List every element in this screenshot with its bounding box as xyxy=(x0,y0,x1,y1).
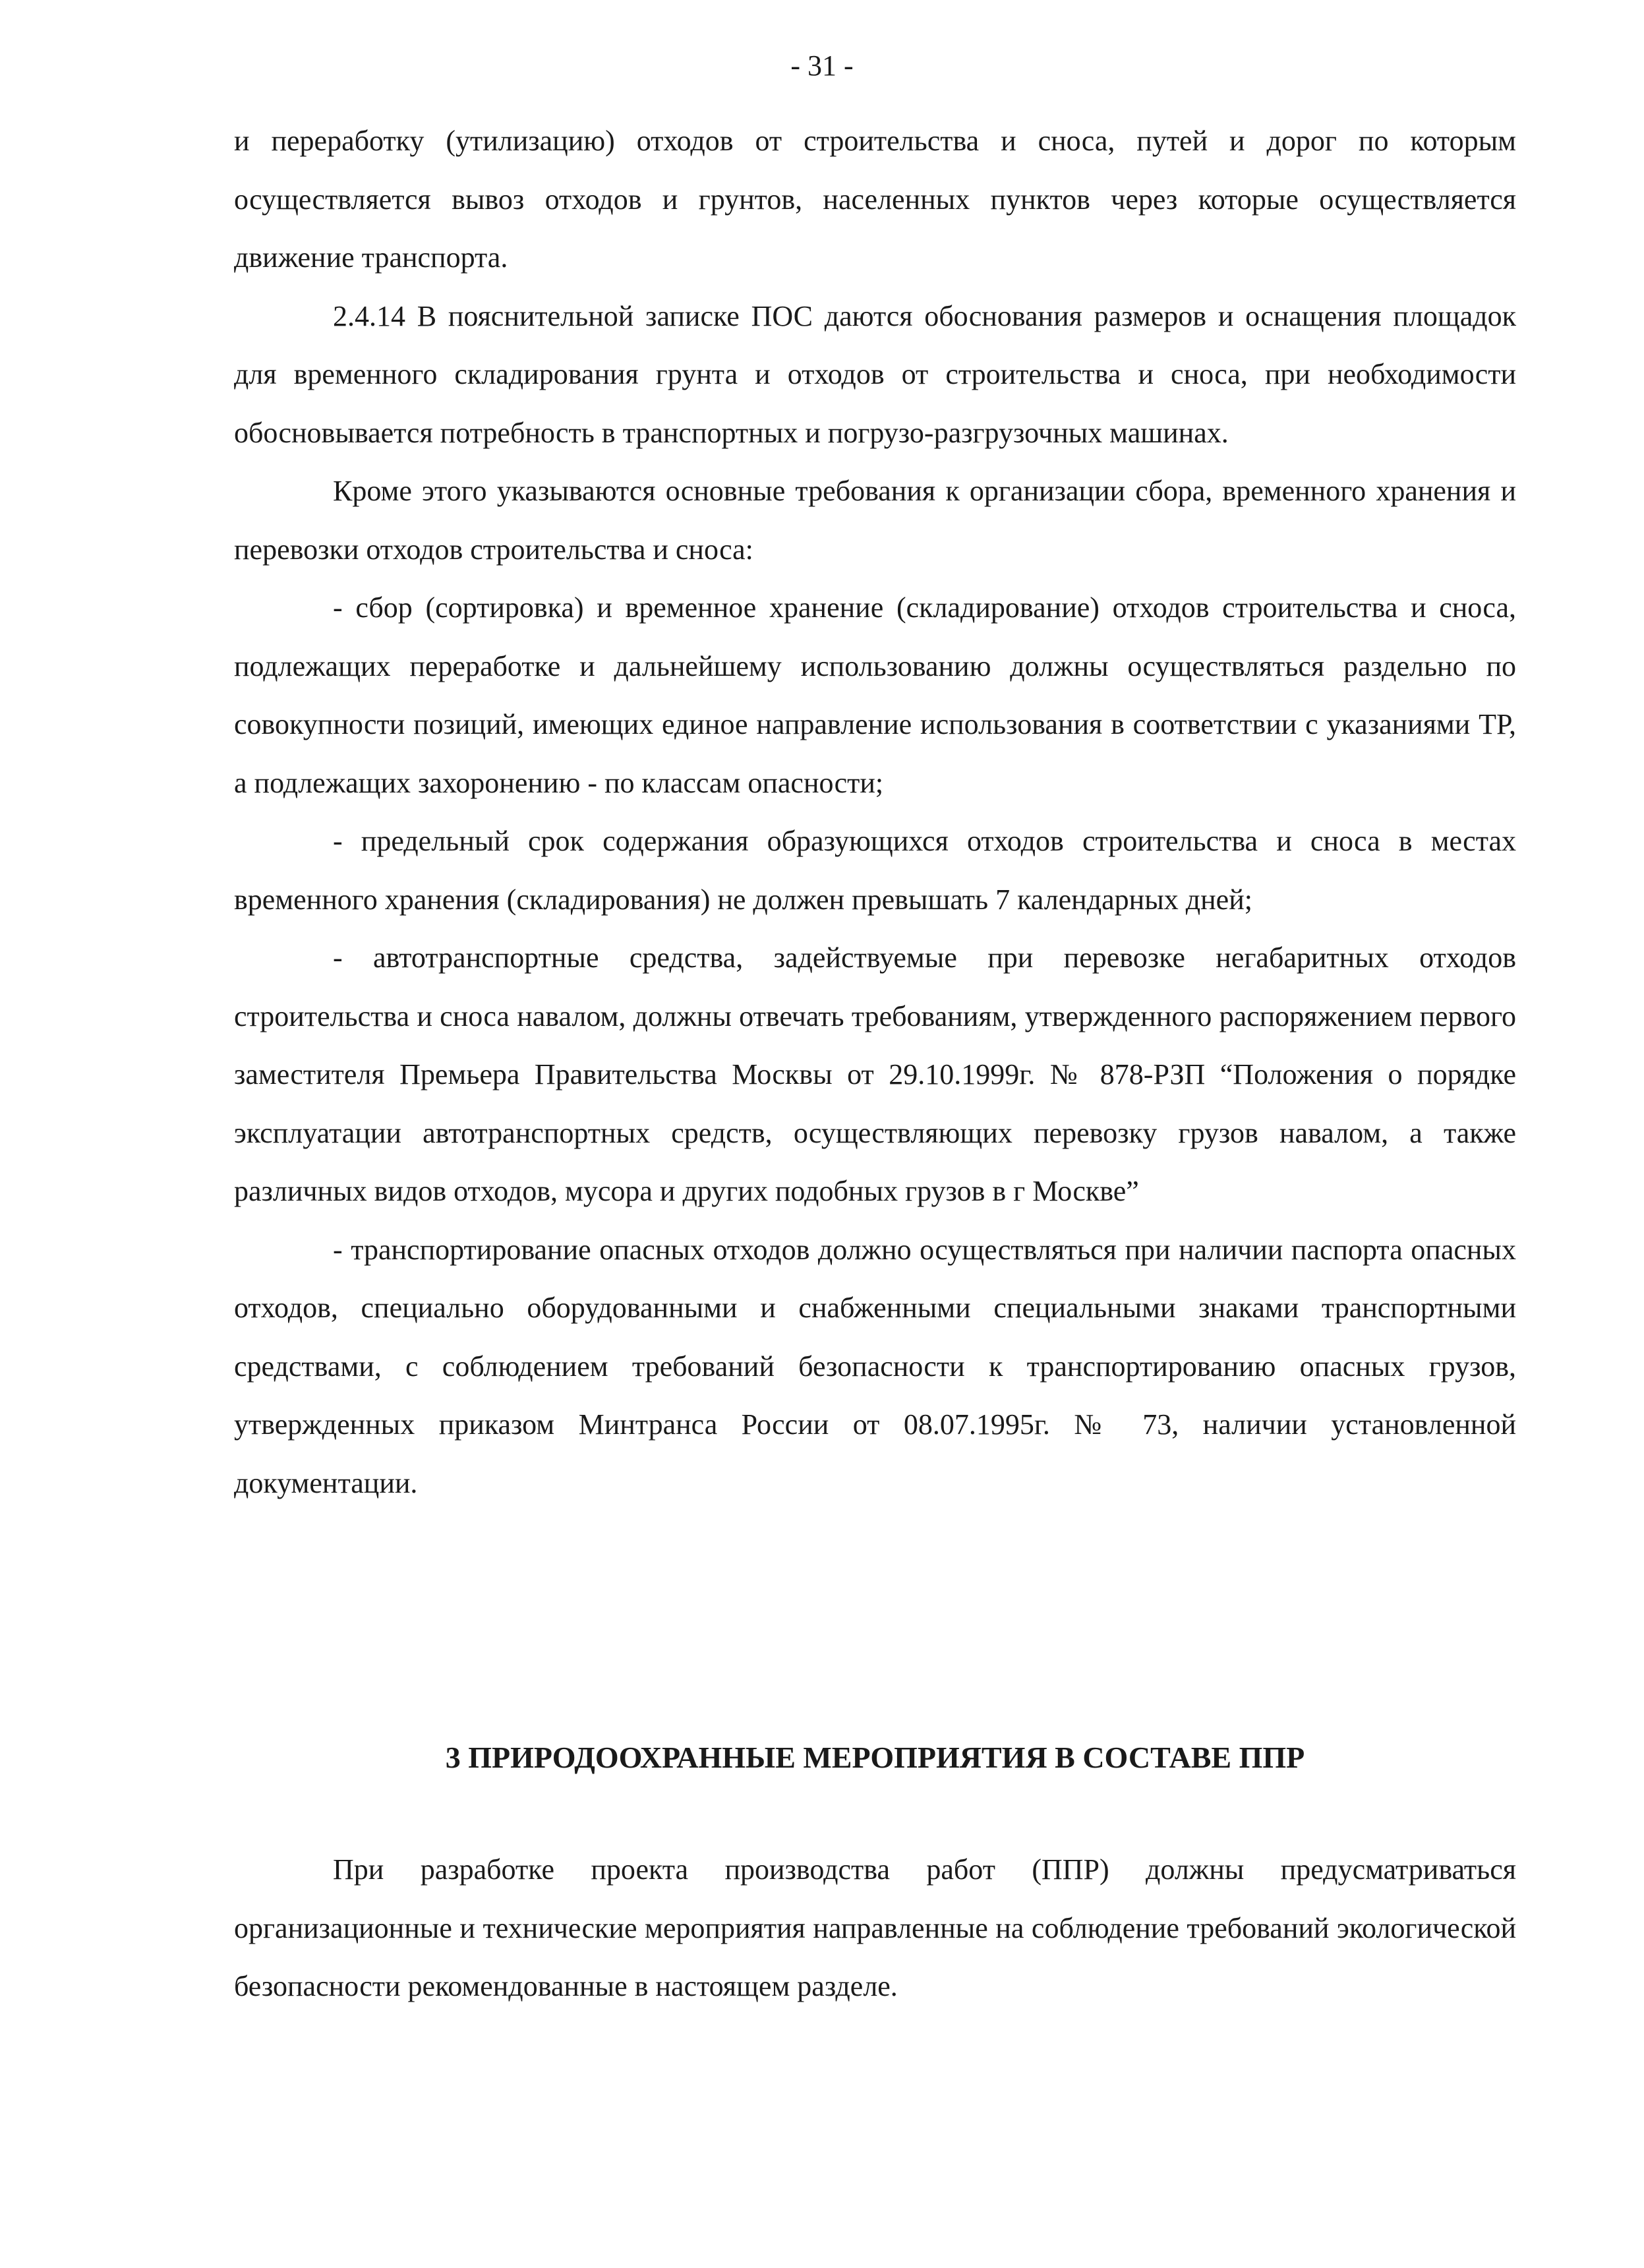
section-paragraph: При разработке проекта производства работ (ППР) должны предусматриваться организационные и технические мероприятия направленные на соблюдение требований экологической безопасности рекомендованные в настоящем разделе. xyxy=(234,1853,1516,2002)
list-item-vehicles: - автотранспортные средства, задействуемые при перевозке негабаритных отходов строительства и сноса навалом, должны отвечать требованиям, утвержденного распоряжением первого заместителя Премьера Правительства Москвы от 29.10.1999г. № 878-РЗП “Положения о порядке эксплуатации автотранспортных средств, осуществляющих перевозку грузов навалом, а также различных видов отходов, мусора и других подобных грузов в г Москве” xyxy=(234,941,1516,1207)
list-item-hazardous-transport: - транспортирование опасных отходов должно осуществляться при наличии паспорта опасных отходов, специально оборудованными и снабженными специальными знаками транспортными средствами, с соблюдением требований безопасности к транспортированию опасных грузов, утвержденных приказом Минтранса России от 08.07.1995г. № 73, наличии установленной документации. xyxy=(234,1233,1516,1499)
page-number: - 31 - xyxy=(790,49,854,82)
section-body xyxy=(234,1841,1516,2016)
list-item-sorting: - сбор (сортировка) и временное хранение (складирование) отходов строительства и сноса, подлежащих переработке и дальнейшему использованию должны осуществляться раздельно по совокупности позиций, имеющих единое направление использования в соответствии с указаниями ТР, а подлежащих захоронению - по классам опасности; xyxy=(234,591,1516,799)
section-heading: 3 ПРИРОДООХРАННЫЕ МЕРОПРИЯТИЯ В СОСТАВЕ ППР xyxy=(445,1741,1305,1774)
list-item-storage-term: - предельный срок содержания образующихся отходов строительства и сноса в местах временного хранения (складирования) не должен превышать 7 календарных дней; xyxy=(234,825,1516,916)
paragraph-requirements-intro: Кроме этого указываются основные требования к организации сбора, временного хранения и перевозки отходов строительства и сноса: xyxy=(234,475,1516,566)
paragraph-2-4-14: 2.4.14 В пояснительной записке ПОС даются обоснования размеров и оснащения площадок для временного складирования грунта и отходов от строительства и сноса, при необходимости обосновывается потребность в транспортных и погрузо-разгрузочных машинах. xyxy=(234,299,1516,449)
body-text xyxy=(234,112,1516,1512)
paragraph-continuation: и переработку (утилизацию) отходов от строительства и сноса, путей и дорог по которым осуществляется вывоз отходов и грунтов, населенных пунктов через которые осуществляется движение транспорта. xyxy=(234,125,1516,274)
